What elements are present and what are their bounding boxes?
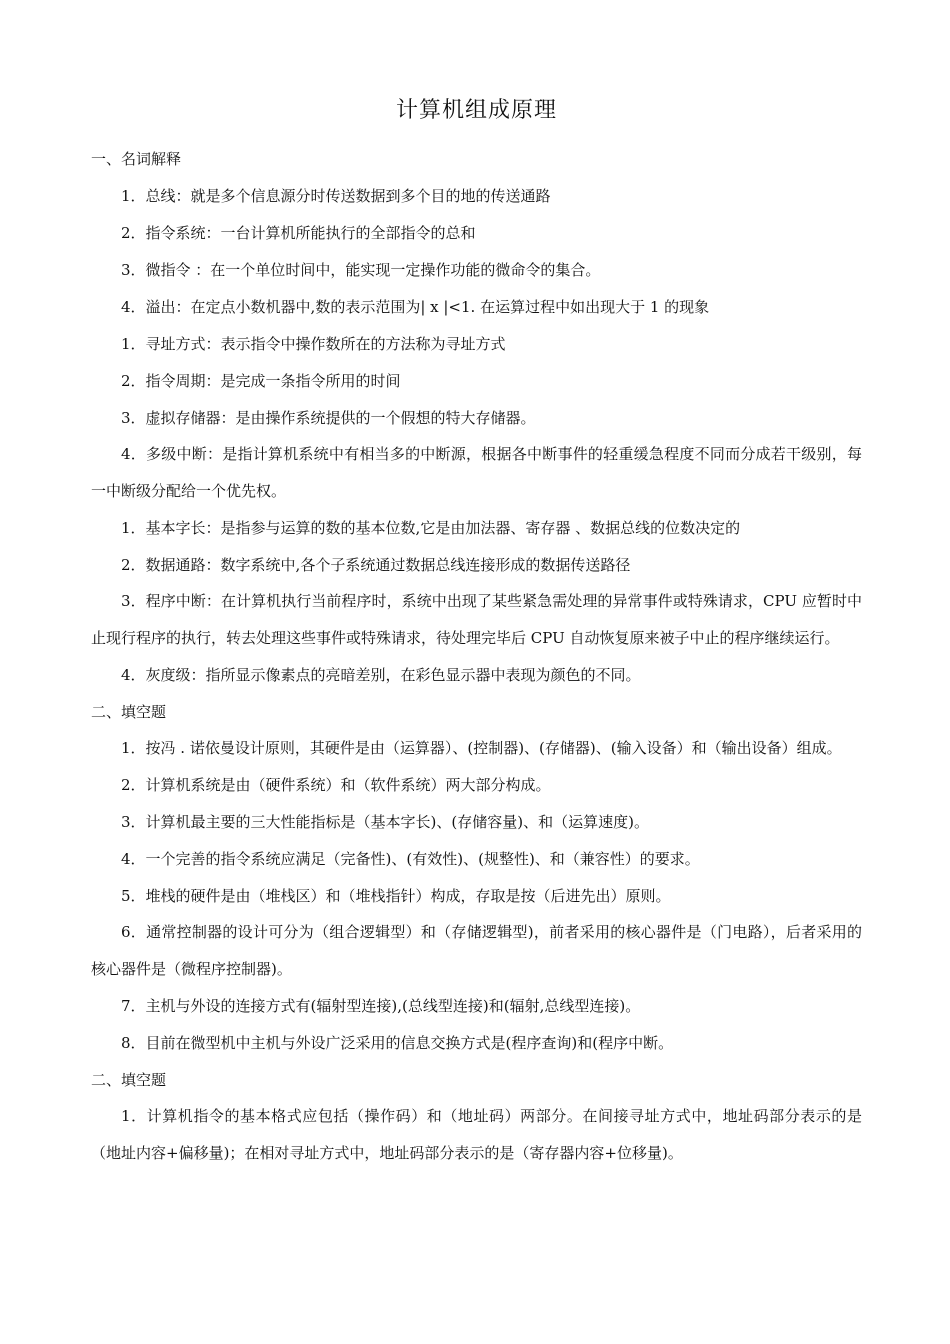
paragraph: 2．计算机系统是由（硬件系统）和（软件系统）两大部分构成。 [121, 776, 551, 794]
document-title: 计算机组成原理 [395, 98, 557, 123]
paragraph: 3．虚拟存储器：是由操作系统提供的一个假想的特大存储器。 [121, 409, 536, 427]
paragraph: 1．按冯 . 诺依曼设计原则，其硬件是由（运算器）、(控制器)、(存储器)、(输入设备）和（输出设备）组成。 [121, 739, 842, 757]
section-heading: 二、填空题 [91, 1071, 167, 1089]
paragraph: 8．目前在微型机中主机与外设广泛采用的信息交换方式是(程序查询)和(程序中断。 [121, 1034, 674, 1052]
paragraph: 1．计算机指令的基本格式应包括（操作码）和（地址码）两部分。在间接寻址方式中，地址码部分表示的是（地址内容+偏移量)；在相对寻址方式中，地址码部分表示的是（寄存器内容+位移量)。 [91, 1107, 862, 1162]
paragraph: 4．溢出：在定点小数机器中,数的表示范围为| x |<1. 在运算过程中如出现大于 1 的现象 [121, 298, 710, 316]
paragraph: 4．灰度级：指所显示像素点的亮暗差别，在彩色显示器中表现为颜色的不同。 [121, 666, 641, 684]
paragraph: 7．主机与外设的连接方式有(辐射型连接),(总线型连接)和(辐射,总线型连接)。 [121, 997, 641, 1015]
paragraph: 6．通常控制器的设计可分为（组合逻辑型）和（存储逻辑型)，前者采用的核心器件是（门电路），后者采用的核心器件是（微程序控制器)。 [91, 923, 862, 978]
paragraph: 3．微指令 ：在一个单位时间中，能实现一定操作功能的微命令的集合。 [121, 261, 601, 279]
section-heading: 一、名词解释 [91, 150, 182, 168]
paragraph: 4．一个完善的指令系统应满足（完备性)、(有效性)、(规整性)、和（兼容性）的要求。 [121, 850, 700, 868]
document-body [91, 148, 862, 1172]
paragraph: 4．多级中断：是指计算机系统中有相当多的中断源，根据各中断事件的轻重缓急程度不同而分成若干级别，每一中断级分配给一个优先权。 [91, 445, 862, 500]
paragraph: 3．计算机最主要的三大性能指标是（基本字长)、(存储容量)、和（运算速度)。 [121, 813, 649, 831]
section-heading: 二、填空题 [91, 703, 167, 721]
paragraph: 1．寻址方式：表示指令中操作数所在的方法称为寻址方式 [121, 335, 506, 353]
paragraph: 2．数据通路：数字系统中,各个子系统通过数据总线连接形成的数据传送路径 [121, 556, 631, 574]
paragraph: 2．指令周期：是完成一条指令所用的时间 [121, 372, 401, 390]
paragraph: 2．指令系统：一台计算机所能执行的全部指令的总和 [121, 224, 476, 242]
paragraph: 5．堆栈的硬件是由（堆栈区）和（堆栈指针）构成，存取是按（后进先出）原则。 [121, 887, 671, 905]
paragraph: 3．程序中断：在计算机执行当前程序时，系统中出现了某些紧急需处理的异常事件或特殊请求，CPU 应暂时中止现行程序的执行，转去处理这些事件或特殊请求，待处理完毕后 CPU 自动恢复原来被子中止的程序继续运行。 [91, 592, 862, 647]
paragraph: 1．基本字长：是指参与运算的数的基本位数,它是由加法器、寄存器 、数据总线的位数决定的 [121, 519, 741, 537]
paragraph: 1．总线：就是多个信息源分时传送数据到多个目的地的传送通路 [121, 187, 551, 205]
